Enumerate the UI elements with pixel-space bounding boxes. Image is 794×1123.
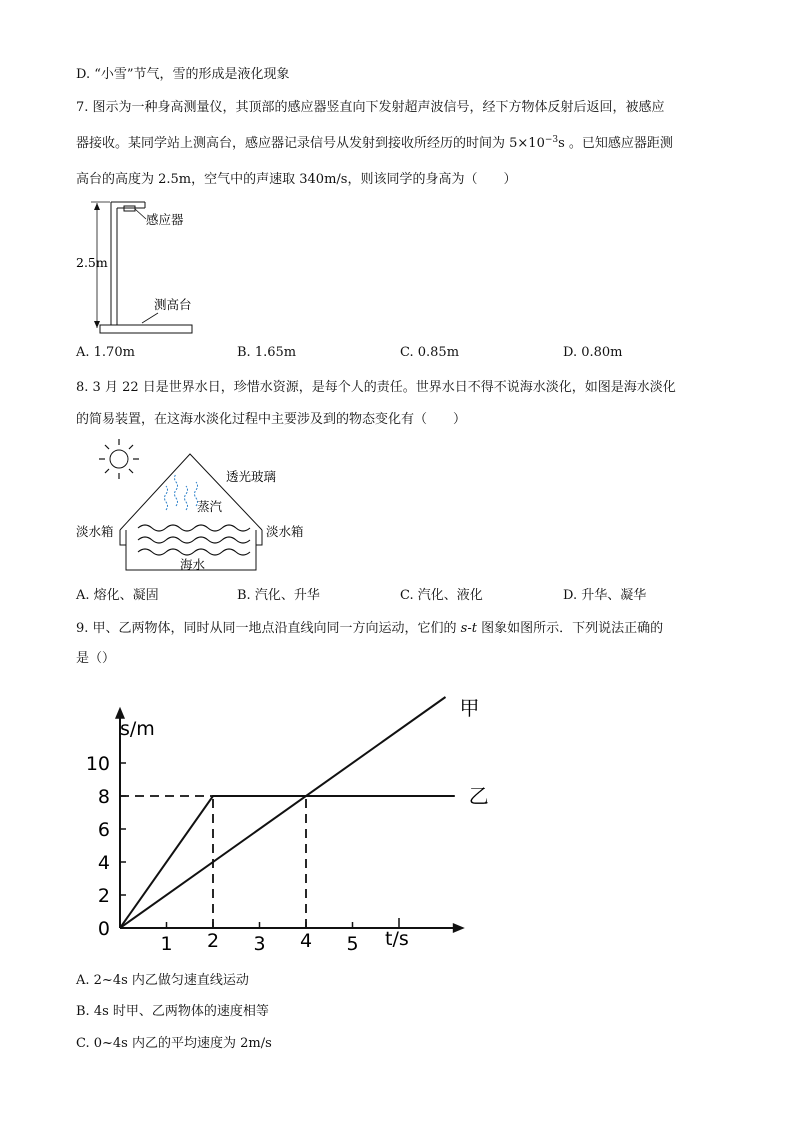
q8-option-c: C. 汽化、液化 — [400, 588, 483, 603]
vapor-label: 蒸汽 — [197, 499, 223, 514]
height-meter-figure — [76, 192, 206, 340]
x-axis-arrow — [453, 923, 465, 933]
q9-option-c: C. 0~4s 内乙的平均速度为 2m/s — [76, 1036, 272, 1051]
sun-icon — [99, 439, 139, 479]
q8-stem-line2: 的简易装置，在这海水淡化过程中主要涉及到的物态变化有（ ） — [76, 412, 467, 427]
y-tick-label: 4 — [97, 852, 110, 874]
x-tick-label: 4 — [300, 930, 313, 952]
platform-shape — [100, 325, 192, 333]
q8-option-d: D. 升华、凝华 — [563, 588, 647, 603]
q7-exponent: −3 — [544, 135, 559, 145]
desalination-figure — [76, 432, 316, 577]
vapor-lines — [165, 474, 198, 510]
q8-option-b: B. 汽化、升华 — [237, 588, 320, 603]
series-label-jia: 甲 — [459, 696, 480, 721]
q8-option-a: A. 熔化、凝固 — [76, 588, 159, 603]
x-tick-label: 5 — [346, 933, 359, 955]
x-tick-label: 3 — [253, 933, 266, 955]
x-axis-label: t/s — [385, 928, 409, 950]
series-line-yi — [120, 796, 455, 928]
s-t-chart — [70, 680, 489, 970]
q7-line2-post: s 。已知感应器距测 — [558, 136, 673, 151]
q7-option-a: A. 1.70m — [76, 345, 135, 360]
y-tick-label: 0 — [97, 918, 110, 940]
y-tick-label: 10 — [85, 753, 110, 775]
q7-option-d: D. 0.80m — [563, 345, 623, 360]
glass-label: 透光玻璃 — [226, 469, 277, 484]
q9-line1-pre: 9. 甲、乙两物体，同时从同一地点沿直线向同一方向运动，它们的 — [76, 621, 461, 636]
q9-option-b: B. 4s 时甲、乙两物体的速度相等 — [76, 1004, 269, 1019]
q9-stem-line2: 是（） — [76, 651, 116, 666]
y-tick-label: 2 — [97, 885, 110, 907]
q9-line1-post: 图象如图所示．下列说法正确的 — [476, 621, 664, 636]
x-tick-label: 1 — [160, 933, 173, 955]
q8-stem-line1: 8. 3 月 22 日是世界水日，珍惜水资源，是每个人的责任。世界水日不得不说海水淡化，如图是海水淡化 — [76, 380, 676, 395]
q7-option-b: B. 1.65m — [237, 345, 297, 360]
q9-var: s-t — [460, 621, 477, 636]
sensor-label: 感应器 — [146, 212, 184, 227]
q7-stem-line2 — [76, 132, 673, 151]
q9-stem-line1 — [76, 617, 663, 636]
y-axis-label: s/m — [120, 717, 155, 740]
height-label: 2.5m — [76, 255, 108, 270]
q7-line2-pre: 器接收。某同学站上测高台，感应器记录信号从发射到接收所经历的时间为 5×10 — [76, 136, 545, 151]
right-box-label: 淡水箱 — [266, 524, 304, 539]
sea-label: 海水 — [180, 557, 206, 572]
y-tick-label: 6 — [97, 819, 110, 841]
y-tick-label: 8 — [97, 786, 110, 808]
q7-stem-line3: 高台的高度为 2.5m，空气中的声速取 340m/s，则该同学的身高为（ ） — [76, 172, 517, 187]
q9-option-a: A. 2~4s 内乙做匀速直线运动 — [76, 973, 249, 988]
series-label-yi: 乙 — [468, 784, 489, 808]
series-line-jia — [120, 697, 446, 928]
q7-stem-line1: 7. 图示为一种身高测量仪，其顶部的感应器竖直向下发射超声波信号，经下方物体反射后返回，被感应 — [76, 100, 665, 115]
x-tick-label: 2 — [207, 930, 220, 952]
sea-waves — [138, 525, 250, 555]
q6-option-d: D. “小雪”节气，雪的形成是液化现象 — [76, 67, 290, 82]
left-box-label: 淡水箱 — [76, 524, 114, 539]
q7-option-c: C. 0.85m — [400, 345, 460, 360]
platform-label: 测高台 — [154, 297, 192, 312]
